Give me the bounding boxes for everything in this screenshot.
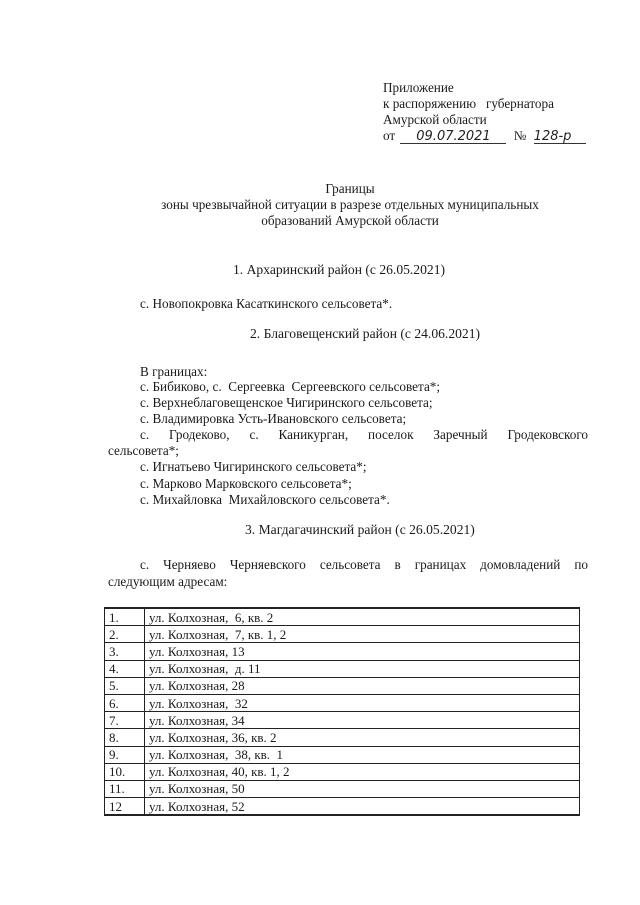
section-1-heading: 1. Архаринский район (с 26.05.2021)	[233, 262, 446, 277]
title-line-3: образований Амурской области	[261, 213, 439, 228]
row-address: ул. Колхозная, 50	[145, 780, 580, 797]
row-number: 8.	[105, 729, 145, 746]
appendix-title: Приложение	[383, 80, 454, 95]
row-number: 6.	[105, 694, 145, 711]
row-address: ул. Колхозная, 32	[145, 694, 580, 711]
section-2-item: с. Михайловка Михайловского сельсовета*.	[140, 492, 390, 507]
row-number: 1.	[105, 608, 145, 626]
handwritten-date: 09.07.2021	[400, 130, 506, 144]
section-2-item: с. Бибиково, с. Сергеевка Сергеевского сельсовета*;	[140, 379, 441, 394]
title-line-1: Границы	[325, 181, 375, 196]
table-row	[105, 729, 580, 746]
row-address: ул. Колхозная, 36, кв. 2	[145, 729, 580, 746]
row-number: 2.	[105, 626, 145, 643]
section-2-item: с. Верхнеблаговещенское Чигиринского сельсовета;	[140, 395, 433, 410]
section-1-item: с. Новопокровка Касаткинского сельсовета*.	[140, 296, 393, 311]
appendix-region-line: Амурской области	[383, 112, 487, 127]
appendix-order-line: к распоряжению губернатора	[383, 96, 554, 111]
section-2-item: с. Гродеково, с. Каникурган, поселок Заречный Гродековского	[140, 427, 588, 442]
title-line-2: зоны чрезвычайной ситуации в разрезе отдельных муниципальных	[161, 197, 539, 212]
row-number: 12	[105, 798, 145, 816]
table-row	[105, 608, 580, 626]
section-2-heading: 2. Благовещенский район (с 24.06.2021)	[250, 326, 481, 341]
table-row	[105, 660, 580, 677]
section-2-intro: В границах:	[140, 364, 208, 379]
row-number: 7.	[105, 712, 145, 729]
number-label: №	[513, 128, 527, 143]
table-row	[105, 677, 580, 694]
handwritten-number: 128-р	[534, 130, 586, 144]
row-address: ул. Колхозная, 40, кв. 1, 2	[145, 763, 580, 780]
row-number: 4.	[105, 660, 145, 677]
from-prefix: от	[383, 128, 396, 143]
section-2-item: с. Игнатьево Чигиринского сельсовета*;	[140, 459, 367, 474]
row-number: 5.	[105, 677, 145, 694]
table-row	[105, 694, 580, 711]
table-row	[105, 780, 580, 797]
row-address: ул. Колхозная, 7, кв. 1, 2	[145, 626, 580, 643]
section-3-heading: 3. Магдагачинский район (с 26.05.2021)	[245, 522, 475, 537]
section-2-item: с. Владимировка Усть-Ивановского сельсовета;	[140, 411, 407, 426]
table-row	[105, 798, 580, 816]
section-3-paragraph-line-1: с. Черняево Черняевского сельсовета в границах домовладений по	[140, 557, 588, 572]
row-number: 10.	[105, 763, 145, 780]
address-table	[104, 607, 580, 816]
row-address: ул. Колхозная, 28	[145, 677, 580, 694]
section-2-item-cont: сельсовета*;	[108, 443, 179, 458]
section-2-item: с. Марково Марковского сельсовета*;	[140, 476, 352, 491]
table-row	[105, 763, 580, 780]
row-number: 11.	[105, 780, 145, 797]
table-row	[105, 643, 580, 660]
row-address: ул. Колхозная, 13	[145, 643, 580, 660]
appendix-block	[383, 80, 586, 144]
row-number: 3.	[105, 643, 145, 660]
table-row	[105, 712, 580, 729]
appendix-date-line	[383, 128, 586, 144]
table-row	[105, 626, 580, 643]
row-address: ул. Колхозная, 52	[145, 798, 580, 816]
section-3-paragraph-line-2: следующим адресам:	[108, 574, 228, 589]
row-address: ул. Колхозная, 38, кв. 1	[145, 746, 580, 763]
row-number: 9.	[105, 746, 145, 763]
table-row	[105, 746, 580, 763]
row-address: ул. Колхозная, 34	[145, 712, 580, 729]
row-address: ул. Колхозная, д. 11	[145, 660, 580, 677]
row-address: ул. Колхозная, 6, кв. 2	[145, 608, 580, 626]
document-title	[100, 181, 600, 229]
